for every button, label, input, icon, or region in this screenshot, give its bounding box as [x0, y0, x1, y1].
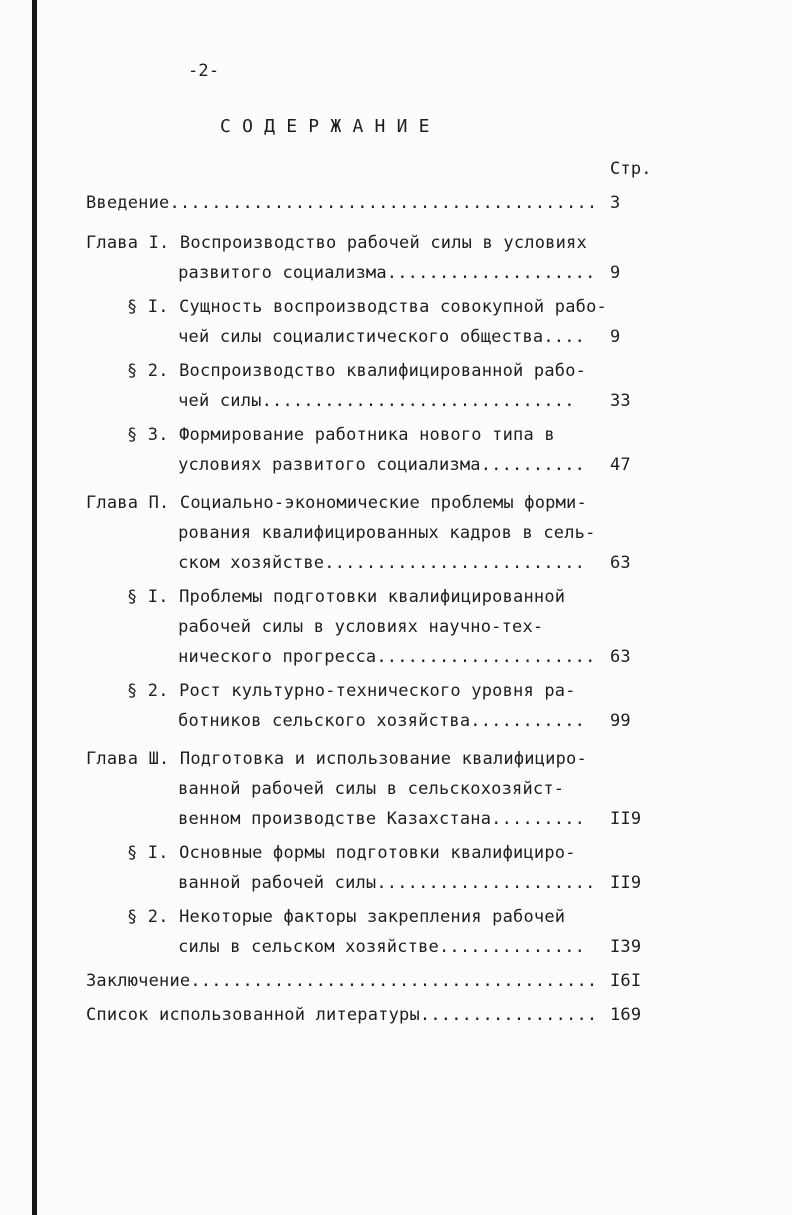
toc-line	[86, 676, 706, 706]
toc-line-text: § 2. Воспроизводство квалифицированной рабо-	[126, 361, 587, 381]
toc-line-text: чей силы..............................	[178, 391, 575, 411]
toc-line	[86, 518, 706, 548]
toc-line	[86, 744, 706, 774]
toc-line-text: ском хозяйстве.........................	[178, 553, 586, 573]
toc-line	[86, 902, 706, 932]
page-number: -2-	[188, 61, 220, 81]
toc-page-number: 47	[610, 455, 631, 475]
toc-line-text: ботников сельского хозяйства...........	[178, 711, 586, 731]
toc-line	[86, 804, 706, 834]
toc-line-text: Глава Ш. Подготовка и использование квалифициро-	[86, 749, 587, 769]
toc-page-number: 9	[610, 263, 621, 283]
toc-entry	[86, 356, 706, 416]
toc-line-text: Список использованной литературы.................	[86, 1005, 598, 1025]
toc-line	[86, 966, 706, 996]
toc-line	[86, 706, 706, 736]
toc-page-number: 3	[610, 193, 621, 213]
toc-line-text: нического прогресса.....................	[178, 647, 596, 667]
toc-line	[86, 548, 706, 578]
toc-entry	[86, 420, 706, 480]
toc-line-text: § I. Основные формы подготовки квалифициро-	[126, 843, 576, 863]
toc-line-text: § I. Проблемы подготовки квалифицированной	[126, 587, 566, 607]
toc-line-text: Заключение.......................................	[86, 971, 598, 991]
page-column-header: Стр.	[610, 159, 652, 179]
toc-page-number: II9	[610, 873, 642, 893]
toc-line	[86, 488, 706, 518]
toc-line-text: ванной рабочей силы в сельскохозяйст-	[178, 779, 565, 799]
toc-entry	[86, 676, 706, 736]
toc-line	[86, 774, 706, 804]
toc-line-text: силы в сельском хозяйстве..............	[178, 937, 586, 957]
toc-line	[86, 642, 706, 672]
toc-line-text: § 2. Некоторые факторы закрепления рабочей	[126, 907, 566, 927]
toc-line-text: развитого социализма....................	[178, 263, 596, 283]
toc-line	[86, 612, 706, 642]
toc-page-number: II9	[610, 809, 642, 829]
toc-entry	[86, 188, 706, 218]
toc-line-text: венном производстве Казахстана.........	[178, 809, 586, 829]
column-header-line	[86, 154, 706, 184]
toc-entry	[86, 1000, 706, 1030]
toc-line-text: § 3. Формирование работника нового типа в	[126, 425, 555, 445]
toc-line-text: Глава I. Воспроизводство рабочей силы в условиях	[86, 233, 587, 253]
toc-line-text: ванной рабочей силы.....................	[178, 873, 596, 893]
toc-line	[86, 450, 706, 480]
toc-page-number: 169	[610, 1005, 642, 1025]
toc-line	[86, 932, 706, 962]
toc-page-number: 9	[610, 327, 621, 347]
toc-entry	[86, 228, 706, 288]
toc-entry	[86, 966, 706, 996]
toc-line	[86, 386, 706, 416]
toc-line	[86, 228, 706, 258]
toc-page-number: I6I	[610, 971, 642, 991]
toc-entries	[86, 188, 706, 1030]
toc-line	[86, 868, 706, 898]
toc-line	[86, 582, 706, 612]
toc-entry	[86, 902, 706, 962]
toc-page-number: 63	[610, 553, 631, 573]
toc-page	[86, 56, 706, 1034]
toc-line	[86, 258, 706, 288]
toc-page-number: I39	[610, 937, 642, 957]
toc-line-text: Глава П. Социально-экономические проблемы форми-	[86, 493, 587, 513]
toc-page-number: 99	[610, 711, 631, 731]
toc-entry	[86, 488, 706, 578]
toc-line-text: рабочей силы в условиях научно-тех-	[178, 617, 544, 637]
toc-page-number: 33	[610, 391, 631, 411]
toc-line	[86, 420, 706, 450]
toc-entry	[86, 744, 706, 834]
toc-line-text: чей силы социалистического общества....	[178, 327, 586, 347]
toc-line	[86, 838, 706, 868]
toc-line	[86, 356, 706, 386]
toc-entry	[86, 582, 706, 672]
toc-line-text: § 2. Рост культурно-технического уровня ра-	[126, 681, 576, 701]
toc-line-text: рования квалифицированных кадров в сель-	[178, 523, 596, 543]
toc-page-number: 63	[610, 647, 631, 667]
toc-line	[86, 292, 706, 322]
toc-entry	[86, 292, 706, 352]
toc-line-text: Введение.........................................	[86, 193, 598, 213]
toc-line	[86, 1000, 706, 1030]
page-title: С О Д Е Р Ж А Н И Е	[220, 116, 430, 137]
toc-line	[86, 188, 706, 218]
toc-line-text: § I. Сущность воспроизводства совокупной рабо-	[126, 297, 607, 317]
toc-entry	[86, 838, 706, 898]
scan-left-edge-artifact	[32, 0, 37, 1215]
toc-line-text: условиях развитого социализма..........	[178, 455, 586, 475]
toc-line	[86, 322, 706, 352]
